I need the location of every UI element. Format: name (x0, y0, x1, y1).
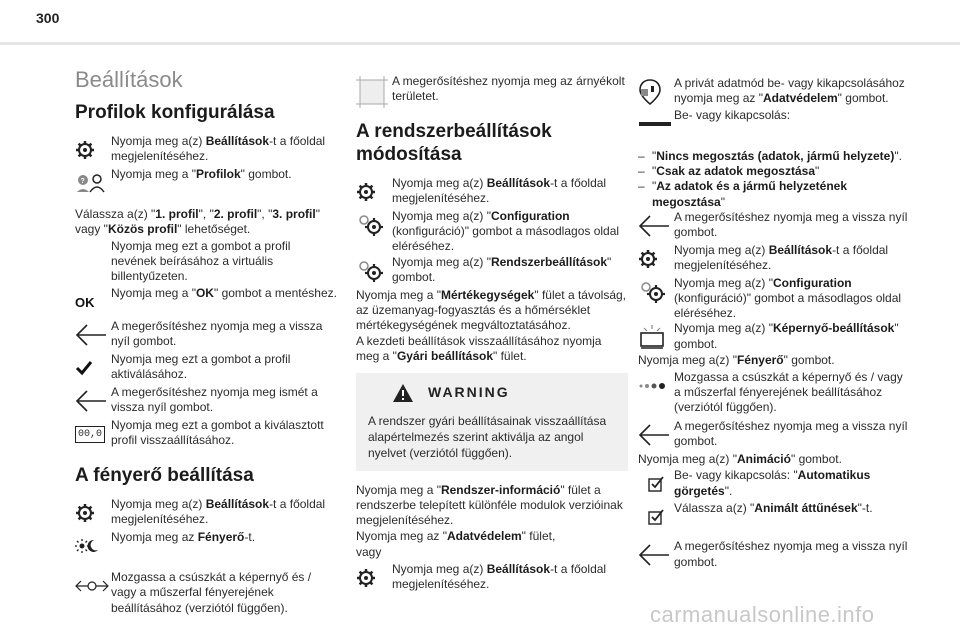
step-text: Be- vagy kikapcsolás: "Automatikus görgetés". (674, 468, 871, 498)
back-arrow-icon (638, 419, 674, 451)
warning-text: A rendszer gyári beállításainak visszaállítása alapértelmezés szerint aktiválja az angol nyelvet (verziótól függően). (368, 413, 607, 460)
step-row (75, 286, 337, 318)
step-row (638, 76, 908, 108)
units-text: Nyomja meg a "Mértékegységek" fület a távolság, az üzemanyag-fogyasztás és a hőmérséklet mértékegységének megváltoztatásához. (356, 287, 627, 333)
ok-button-icon: OK (75, 294, 95, 310)
warning-icon (392, 383, 414, 403)
screen-icon (638, 321, 674, 353)
back-arrow-icon (638, 210, 674, 242)
step-text: Nyomja meg az Fényerő-t. (111, 530, 256, 545)
warning-header (356, 373, 628, 413)
gear-double-icon (356, 209, 392, 241)
step-row (75, 418, 337, 450)
brightness-text: Nyomja meg a(z) "Fényerő" gombot. (638, 353, 835, 368)
step-text: A megerősítéshez nyomja meg a vissza nyíl gombot. (674, 539, 908, 569)
step-text: Nyomja meg a(z) "Configuration (konfiguráció)" gombot a másodlagos oldal eléréséhez. (392, 209, 620, 254)
step-text: Nyomja meg a(z) Beállítások-t a főoldal megjelenítéséhez. (111, 134, 326, 164)
step-row (638, 539, 908, 571)
step-row (75, 352, 337, 384)
gear-double-icon (638, 276, 674, 308)
check-icon (75, 352, 111, 384)
or-text: vagy (356, 545, 382, 560)
header-rule (0, 42, 960, 45)
warning-box (356, 373, 628, 471)
step-text: Mozgassa a csúszkát a képernyő és / vagy a műszerfal fényerejének beállításához (verziótól függően). (111, 570, 312, 615)
column-2 (356, 74, 628, 595)
step-row (356, 176, 628, 208)
checkbox-icon (638, 468, 674, 500)
dots-slider-icon (638, 370, 674, 402)
page-number: 300 (36, 10, 60, 26)
section-title: Beállítások (75, 67, 183, 92)
step-text: A megerősítéshez nyomja meg a vissza nyíl gombot. (111, 319, 323, 349)
step-text: Nyomja meg a(z) "Rendszerbeállítások" gombot. (392, 254, 612, 284)
brightness-heading: A fényerő beállítása (75, 465, 254, 487)
gear-icon (638, 243, 674, 275)
option-item: – "Csak az adatok megosztása" (638, 164, 820, 179)
system-settings-heading: A rendszerbeállítások módosítása (356, 121, 552, 165)
step-text: Nyomja meg a(z) "Configuration (konfiguráció)" gombot a másodlagos oldal eléréséhez. (674, 275, 902, 321)
step-row (638, 108, 908, 140)
step-row (75, 167, 337, 199)
step-text: A megerősítéshez nyomja meg az árnyékolt területet. (392, 74, 625, 104)
step-row (75, 239, 337, 285)
step-row (356, 562, 628, 594)
step-text: Nyomja meg a(z) "Képernyő-beállítások" gombot. (674, 321, 899, 351)
step-row (638, 321, 908, 353)
step-text: A megerősítéshez nyomja meg a vissza nyíl gombot. (674, 209, 908, 240)
gear-icon (356, 176, 392, 208)
step-row (638, 210, 908, 242)
step-text: Nyomja meg ezt a gombot a kiválasztott profil visszaállításához. (111, 418, 324, 448)
column-3 (638, 76, 908, 572)
sun-moon-icon (75, 530, 111, 562)
step-row (75, 570, 337, 616)
step-row (75, 497, 337, 529)
step-text: Nyomja meg a "Profilok" gombot. (111, 167, 292, 182)
step-text: Nyomja meg a(z) Beállítások-t a főoldal megjelenítéséhez. (674, 242, 889, 273)
step-row (75, 134, 337, 166)
step-text: Nyomja meg a(z) Beállítások-t a főoldal megjelenítéséhez. (392, 176, 607, 206)
step-text: Nyomja meg ezt a gombot a profil nevének beírásához a virtuális billentyűzeten. (111, 238, 291, 284)
profiles-icon (75, 167, 111, 199)
gear-icon (75, 134, 111, 166)
option-item: – "Az adatok és a jármű helyzetének megosztása" (638, 179, 848, 209)
step-text: A privát adatmód be- vagy kikapcsolásához nyomja meg az "Adatvédelem" gombot. (674, 76, 905, 106)
profiles-heading: Profilok konfigurálása (75, 102, 275, 124)
step-text: Mozgassa a csúszkát a képernyő és / vagy a műszerfal fényerejének beállításához (verziótól függően). (674, 369, 903, 415)
step-row (356, 209, 628, 255)
gear-double-icon (356, 255, 392, 287)
back-arrow-icon (75, 385, 111, 417)
info-text: Nyomja meg a "Rendszer-információ" fület a rendszerbe telepített különféle modulok verzióinak megjelenítéséhez. (356, 482, 623, 528)
step-text: Be- vagy kikapcsolás: (674, 108, 791, 122)
reset-icon: 00,0 (75, 418, 111, 450)
step-row (356, 255, 628, 287)
step-row (75, 530, 337, 562)
step-row (638, 276, 908, 322)
svg-text:?: ? (80, 178, 85, 186)
step-row (638, 419, 908, 451)
back-arrow-icon (75, 319, 111, 351)
animation-text: Nyomja meg a(z) "Animáció" gombot. (638, 452, 842, 467)
slider-icon (75, 570, 111, 602)
step-text: Nyomja meg a "OK" gombot a mentéshez. (111, 286, 337, 301)
step-text: A megerősítéshez nyomja meg a vissza nyíl gombot. (674, 419, 908, 449)
step-row (638, 501, 908, 533)
privacy-icon (638, 76, 674, 108)
step-row (638, 468, 908, 500)
step-text: Nyomja meg a(z) Beállítások-t a főoldal megjelenítéséhez. (111, 497, 326, 527)
column-1 (75, 68, 337, 617)
step-row (75, 319, 337, 351)
gear-icon (75, 497, 111, 529)
watermark: carmanualsonline.info (650, 602, 875, 627)
step-text: Nyomja meg ezt a gombot a profil aktiválásához. (111, 352, 291, 382)
back-arrow-icon (638, 539, 674, 571)
choose-profile-text: Válassza a(z) "1. profil", "2. profil", "3. profil" vagy "Közös profil" lehetőséget. (75, 207, 320, 237)
gear-icon (356, 562, 392, 594)
step-row (638, 243, 908, 275)
step-row (75, 385, 337, 417)
step-row (638, 370, 908, 416)
step-text: A megerősítéshez nyomja meg ismét a vissza nyíl gombot. (111, 385, 318, 415)
shaded-area-icon (356, 74, 392, 110)
step-row (356, 74, 628, 110)
step-text: Válassza a(z) "Animált áttűnések"-t. (674, 501, 873, 516)
checkbox-icon (638, 501, 674, 533)
option-item: – "Nincs megosztás (adatok, jármű helyzete)". (638, 149, 902, 163)
step-text: Nyomja meg a(z) Beállítások-t a főoldal megjelenítéséhez. (392, 561, 607, 591)
warning-title: WARNING (428, 384, 510, 401)
privacy-tab-text: Nyomja meg az "Adatvédelem" fület, (356, 529, 556, 544)
factory-text: A kezdeti beállítások visszaállításához nyomja meg a "Gyári beállítások" fület. (356, 334, 602, 364)
toggle-icon (638, 108, 674, 140)
